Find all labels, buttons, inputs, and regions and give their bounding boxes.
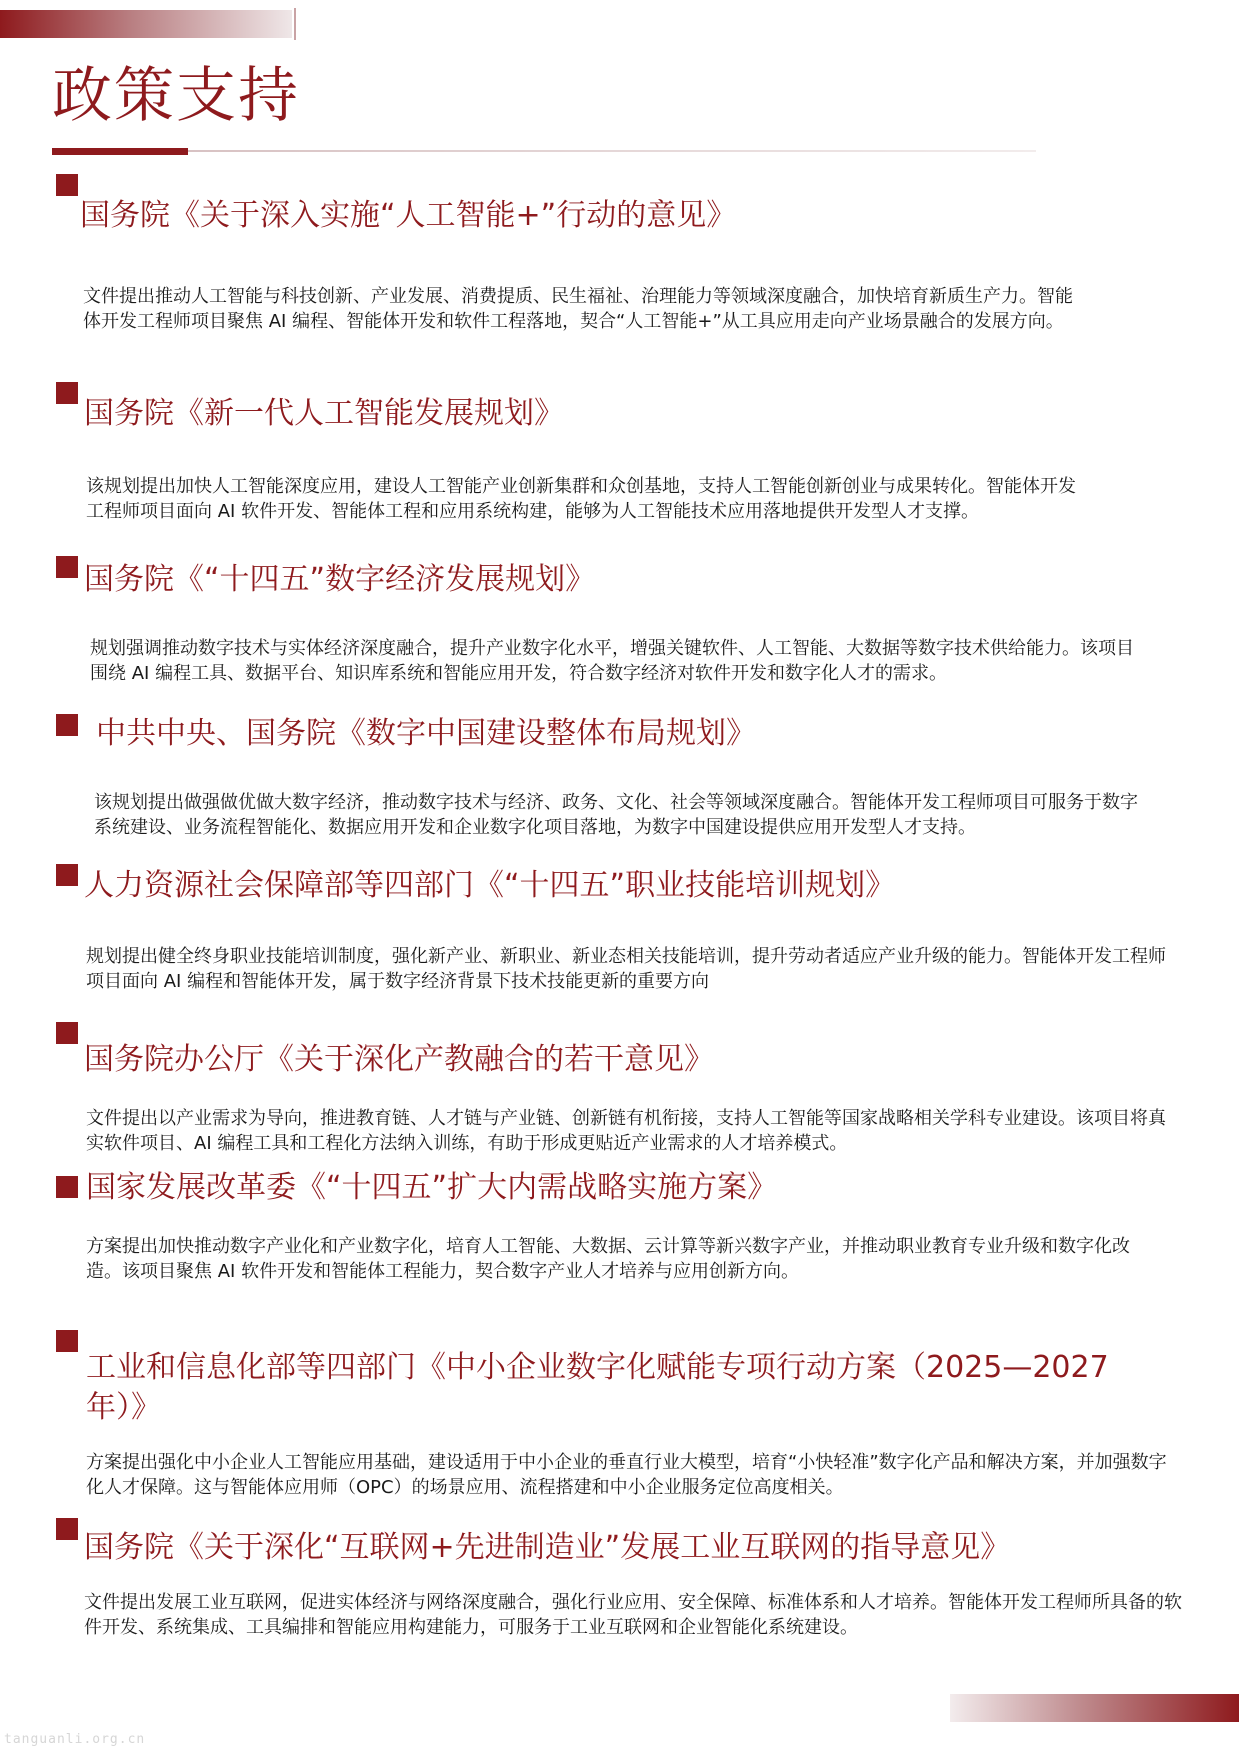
top-decoration-bar [0, 10, 292, 38]
section-body: 方案提出强化中小企业人工智能应用基础，建设适用于中小企业的垂直行业大模型，培育“小快轻准”数字化产品和解决方案，并加强数字化人才保障。这与智能体应用师（OPC）的场景应用、流程搭建和中小企业服务定位高度相关。 [86, 1452, 1167, 1498]
section-body: 文件提出推动人工智能与科技创新、产业发展、消费提质、民生福祉、治理能力等领域深度融合，加快培育新质生产力。智能体开发工程师项目聚焦 AI 编程、智能体开发和软件工程落地，契合“人工智能+”从工具应用走向产业场景融合的发展方向。 [83, 286, 1073, 332]
section-marker [56, 1330, 78, 1352]
section-title: 国务院办公厅《关于深化产教融合的若干意见》 [84, 1042, 714, 1077]
section-body: 规划提出健全终身职业技能培训制度，强化新产业、新职业、新业态相关技能培训，提升劳动者适应产业升级的能力。智能体开发工程师项目面向 AI 编程和智能体开发，属于数字经济背景下技术技能更新的重要方向 [86, 946, 1166, 992]
page-title: 政策支持 [52, 61, 300, 131]
section-title: 中共中央、国务院《数字中国建设整体布局规划》 [96, 716, 756, 751]
section-marker [56, 714, 78, 736]
bottom-decoration-bar [950, 1694, 1239, 1722]
section-title: 人力资源社会保障部等四部门《“十四五”职业技能培训规划》 [84, 868, 896, 903]
title-rule [188, 150, 1036, 152]
section-marker [56, 174, 78, 196]
section-title: 国务院《新一代人工智能发展规划》 [84, 396, 564, 431]
section-marker [56, 1176, 78, 1198]
section-body: 该规划提出做强做优做大数字经济，推动数字技术与经济、政务、文化、社会等领域深度融合。智能体开发工程师项目可服务于数字系统建设、业务流程智能化、数据应用开发和企业数字化项目落地，为数字中国建设提供应用开发型人才支持。 [94, 792, 1138, 838]
section-title: 国家发展改革委《“十四五”扩大内需战略实施方案》 [86, 1170, 778, 1205]
section-title: 国务院《关于深化“互联网+先进制造业”发展工业互联网的指导意见》 [84, 1530, 1011, 1565]
section-marker [56, 1518, 78, 1540]
section-body: 文件提出以产业需求为导向，推进教育链、人才链与产业链、创新链有机衔接，支持人工智能等国家战略相关学科专业建设。该项目将真实软件项目、AI 编程工具和工程化方法纳入训练，有助于形成更贴近产业需求的人才培养模式。 [86, 1108, 1166, 1154]
watermark: tanguanli.org.cn [4, 1732, 146, 1747]
top-decoration-tick [294, 8, 296, 40]
section-marker [56, 382, 78, 404]
section-body: 方案提出加快推动数字产业化和产业数字化，培育人工智能、大数据、云计算等新兴数字产业，并推动职业教育专业升级和数字化改造。该项目聚焦 AI 软件开发和智能体工程能力，契合数字产业人才培养与应用创新方向。 [86, 1236, 1130, 1282]
section-body: 规划强调推动数字技术与实体经济深度融合，提升产业数字化水平，增强关键软件、人工智能、大数据等数字技术供给能力。该项目围绕 AI 编程工具、数据平台、知识库系统和智能应用开发，符合数字经济对软件开发和数字化人才的需求。 [90, 638, 1134, 684]
title-underline [52, 148, 188, 155]
section-title: 工业和信息化部等四部门《中小企业数字化赋能专项行动方案（2025—2027年）》 [86, 1350, 1109, 1425]
section-marker [56, 556, 78, 578]
section-title: 国务院《关于深入实施“人工智能+”行动的意见》 [80, 198, 737, 233]
section-body: 该规划提出加快人工智能深度应用，建设人工智能产业创新集群和众创基地，支持人工智能创新创业与成果转化。智能体开发工程师项目面向 AI 软件开发、智能体工程和应用系统构建，能够为人工智能技术应用落地提供开发型人才支撑。 [86, 476, 1076, 522]
section-marker [56, 1022, 78, 1044]
section-marker [56, 864, 78, 886]
section-title: 国务院《“十四五”数字经济发展规划》 [84, 562, 596, 597]
section-body: 文件提出发展工业互联网，促进实体经济与网络深度融合，强化行业应用、安全保障、标准体系和人才培养。智能体开发工程师所具备的软件开发、系统集成、工具编排和智能应用构建能力，可服务于工业互联网和企业智能化系统建设。 [84, 1592, 1182, 1638]
